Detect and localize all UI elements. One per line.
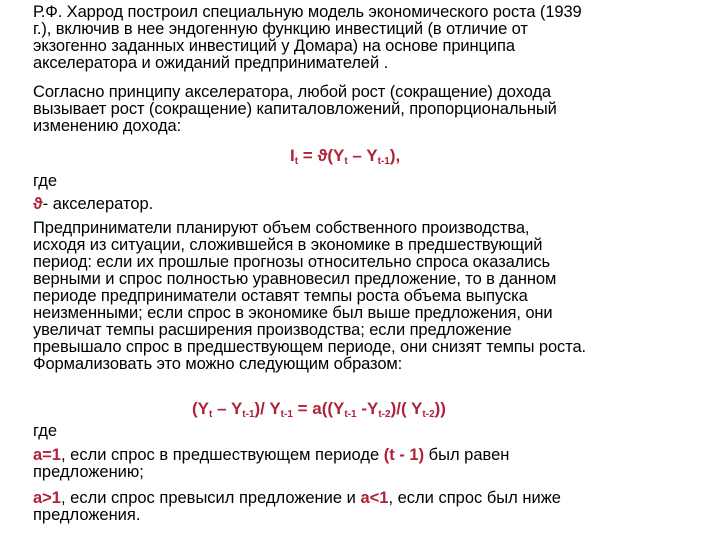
theta-definition-line xyxy=(33,196,153,213)
formula-2-sub-4: t-1 xyxy=(344,409,357,420)
condition-2-text-2: , если спрос был ниже предложения. xyxy=(33,489,561,524)
condition-a-greater-less xyxy=(33,490,561,524)
a-equals-1: a=1 xyxy=(33,446,61,464)
formula-1-y2-sub: t-1 xyxy=(377,156,390,167)
formula-1-tail: ), xyxy=(389,146,401,165)
paragraph-accelerator-principle: Согласно принципу акселератора, любой рост (сокращение) дохода вызывает рост (сокращение) капиталовложений, пропорциональный изменению дохода: xyxy=(33,83,557,135)
formula-2-part-5: -Y xyxy=(356,399,379,418)
formula-2-part-4: = a((Y xyxy=(292,399,345,418)
condition-2-text-1: , если спрос превысил предложение и xyxy=(61,489,361,507)
formula-2-sub-1: t xyxy=(209,409,213,420)
where-label-2: где xyxy=(33,422,58,440)
condition-1-text-2: был равен предложению; xyxy=(33,446,510,481)
a-less-1: a<1 xyxy=(360,489,389,507)
theta-symbol: ϑ xyxy=(33,195,43,213)
formula-2-part-6: )/( Y xyxy=(390,399,423,418)
formula-growth-rate xyxy=(192,399,446,420)
formula-2-sub-6: t-2 xyxy=(422,409,435,420)
formula-1-lhs-sub: t xyxy=(294,156,299,167)
condition-a-equals-1 xyxy=(33,447,509,481)
a-greater-1: a>1 xyxy=(33,489,61,507)
formula-2-sub-2: t-1 xyxy=(242,409,255,420)
period-t-minus-1: (t - 1) xyxy=(383,446,425,464)
paragraph-entrepreneurs: Предприниматели планируют объем собственного производства, исходя из ситуации, сложившейся в экономике в предшествующий период: если их прошлые прогнозы относительно спроса оказались верными и спрос полностью уравновесил предложение, то в данном периоде предприниматели оставят темпы роста объема выпуска неизменными; если спрос в экономике был выше предложения, они увеличат темпы расширения производства; если предложение превышало спрос в предшествующем периоде, они снизят темпы роста. Формализовать это можно следующим образом: xyxy=(33,219,587,373)
formula-1-y1-sub: t xyxy=(344,156,348,167)
theta-definition: - акселератор. xyxy=(42,195,154,213)
condition-1-text-1: , если спрос в предшествующем периоде xyxy=(61,446,384,464)
formula-investment xyxy=(290,146,400,167)
formula-2-sub-3: t-1 xyxy=(280,409,293,420)
formula-2-part-7: )) xyxy=(434,399,446,418)
formula-1-eq: = ϑ(Y xyxy=(298,146,345,165)
formula-2-part-1: (Y xyxy=(192,399,209,418)
formula-1-minus: – Y xyxy=(347,146,378,165)
formula-2-part-3: )/ Y xyxy=(254,399,281,418)
formula-2-part-2: – Y xyxy=(212,399,243,418)
formula-2-sub-5: t-2 xyxy=(378,409,391,420)
paragraph-intro: Р.Ф. Харрод построил специальную модель экономического роста (1939 г.), включив в нее эндогенную функцию инвестиций (в отличие от экзогенно заданных инвестиций у Домара) на основе принципа акселератора и ожиданий предпринимателей . xyxy=(33,3,582,72)
where-label-1: где xyxy=(33,172,58,190)
formula-1-lhs: I xyxy=(290,146,295,165)
